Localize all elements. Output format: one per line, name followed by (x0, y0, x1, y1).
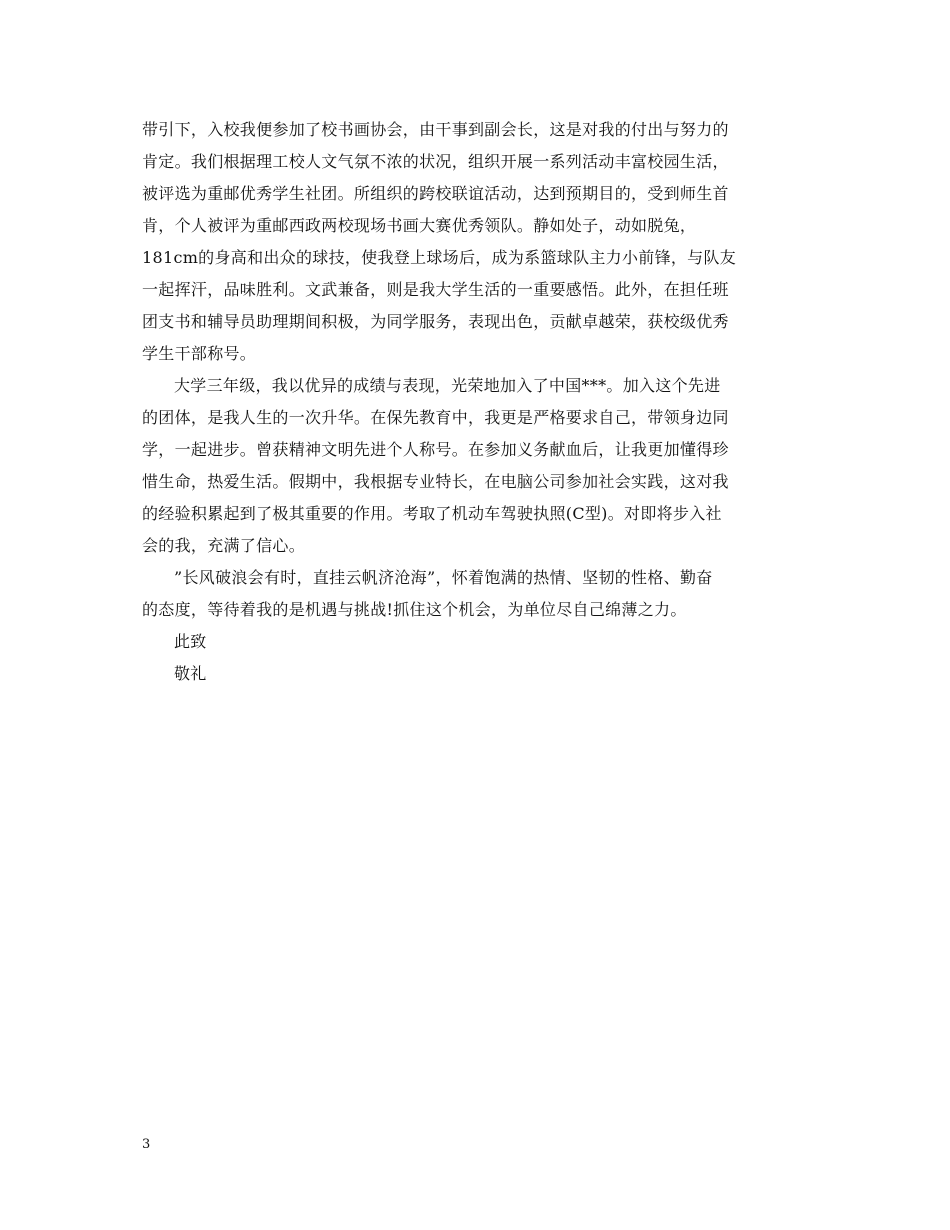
text-line-8: 学生干部称号。 (142, 344, 257, 363)
text-line-14: 会的我，充满了信心。 (142, 536, 306, 555)
text-line-11: 学，一起进步。曾获精神文明先进个人称号。在参加义务献血后，让我更加懂得珍 (142, 440, 729, 459)
text-line-12: 惜生命，热爱生活。假期中，我根据专业特长，在电脑公司参加社会实践，这对我 (142, 472, 729, 491)
page-number: 3 (142, 1137, 151, 1152)
document-body (142, 114, 812, 690)
text-line-5: 181cm的身高和出众的球技，使我登上球场后，成为系篮球队主力小前锋，与队友 (142, 248, 737, 267)
text-line-1: 带引下，入校我便参加了校书画协会，由干事到副会长，这是对我的付出与努力的 (142, 120, 729, 139)
text-line-6: 一起挥汗，品味胜利。文武兼备，则是我大学生活的一重要感悟。此外，在担任班 (142, 280, 729, 299)
closing-salutation: 此致 (174, 632, 207, 651)
text-line-7: 团支书和辅导员助理期间积极，为同学服务，表现出色，贡献卓越荣，获校级优秀 (142, 312, 729, 331)
text-line-10: 的团体，是我人生的一次升华。在保先教育中，我更是严格要求自己，带领身边同 (142, 408, 729, 427)
text-line-3: 被评选为重邮优秀学生社团。所组织的跨校联谊活动，达到预期目的，受到师生首 (142, 184, 729, 203)
text-line-9: 大学三年级，我以优异的成绩与表现，光荣地加入了中国***。加入这个先进 (174, 376, 721, 395)
text-line-4: 肯，个人被评为重邮西政两校现场书画大赛优秀领队。静如处子，动如脱兔， (142, 216, 697, 235)
text-line-13: 的经验积累起到了极其重要的作用。考取了机动车驾驶执照(C型)。对即将步入社 (142, 504, 722, 523)
closing-regards: 敬礼 (174, 664, 207, 683)
text-line-16: 的态度，等待着我的是机遇与挑战!抓住这个机会，为单位尽自己绵薄之力。 (142, 600, 687, 619)
text-line-2: 肯定。我们根据理工校人文气氛不浓的状况，组织开展一系列活动丰富校园生活， (142, 152, 729, 171)
text-line-15: ”长风破浪会有时，直挂云帆济沧海”，怀着饱满的热情、坚韧的性格、勤奋 (174, 568, 713, 587)
